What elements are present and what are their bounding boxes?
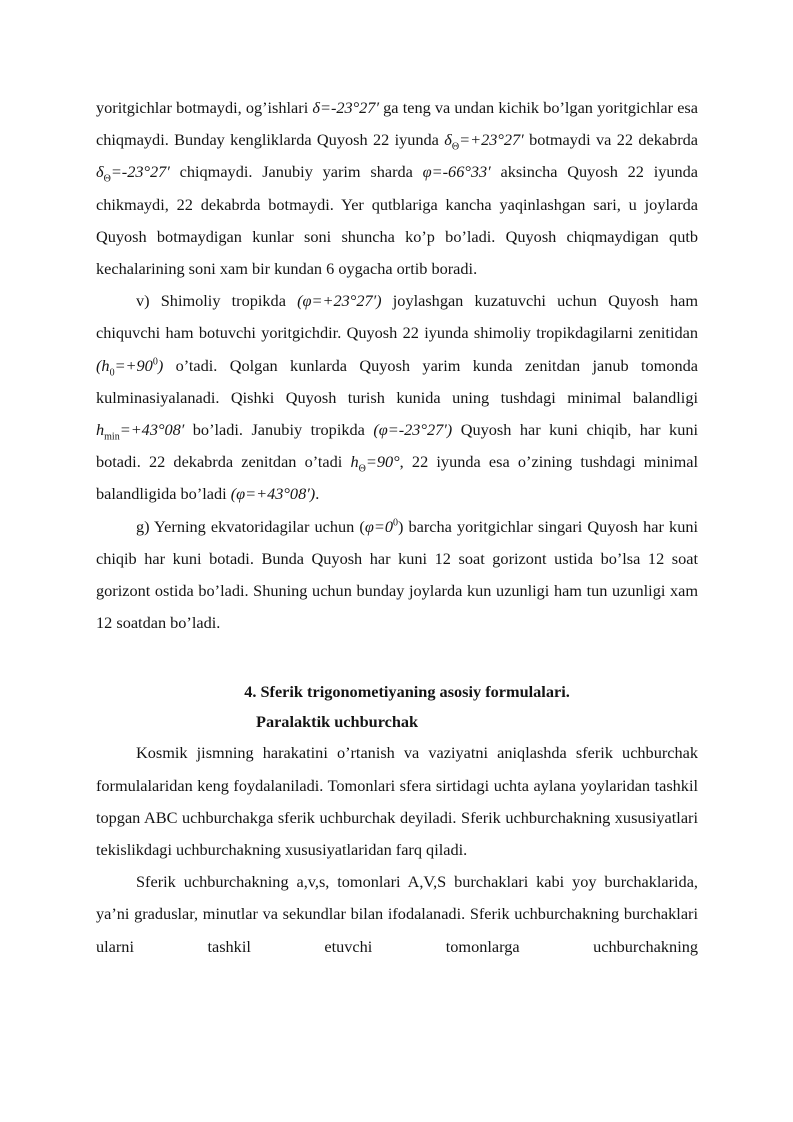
paragraph-polar-latitudes (96, 92, 698, 285)
paragraph-spherical-triangle-angles: Sferik uchburchakning a,v,s, tomonlari A,V,S burchaklari kabi yoy burchaklarida, ya’ni graduslar, minutlar va sekundlar bilan ifodalanadi. Sferik uchburchakning burchaklari ularni tashkil etuvchi tomonlarga uchburchakning (96, 872, 698, 956)
text-run: =-23°27′ (110, 162, 170, 182)
text-run: chiqmaydi. Janubiy yarim sharda (169, 162, 423, 182)
text-run: Quyosh har kuni chiqib, har kuni botadi. 22 dekabrda zenitdan o’tadi (96, 420, 699, 472)
text-run: =+43°08′ (119, 420, 185, 440)
text-run: Θ (103, 173, 111, 185)
section-subheading: Paralaktik uchburchak (256, 712, 419, 732)
section-heading: 4. Sferik trigonometiyaning asosiy formulalari. (244, 682, 570, 702)
text-run: =90° (365, 452, 400, 472)
text-run: aksincha Quyosh 22 iyunda chikmaydi, 22 dekabrda botmaydi. Yer qutblariga kancha yaqinlashgan sari, u joylarda Quyosh botmaydigan kunlar soni shuncha ko’p bo’ladi. Quyosh chiqmaydigan qutb kechalarining soni xam bir kundan 6 oygacha ortib boradi. (96, 162, 699, 279)
text-run: v) Shimoliy tropikda (136, 291, 298, 311)
text-run: (φ=+43°08′) (230, 484, 316, 504)
text-run: =+23°27′ (459, 130, 524, 150)
text-run: ) (157, 355, 164, 375)
text-run: 0 (109, 366, 115, 378)
text-run: φ=-66°33′ (422, 162, 491, 182)
text-run: 0 (392, 517, 398, 529)
text-run: 0 (152, 356, 158, 368)
text-run: Θ (451, 141, 460, 153)
text-run: φ=0 (364, 516, 393, 536)
text-run: g) Yerning ekvatoridagilar uchun ( (136, 516, 365, 536)
text-run: min (104, 431, 120, 443)
text-run: . (315, 484, 320, 504)
text-run: (φ=-23°27′) (373, 420, 453, 440)
text-run: δ (444, 130, 452, 150)
paragraph-tropic-of-cancer (96, 285, 698, 510)
text-run: (h (96, 355, 110, 375)
text-run: , 22 iyunda esa o’zining tushdagi minimal balandligida bo’ladi (96, 452, 698, 504)
text-run: o’tadi. Qolgan kunlarda Quyosh yarim kunda zenitdan janub tomonda kulminasiyalanadi. Qishki Quyosh turish kunida uning tushdagi minimal balandligi (96, 355, 698, 407)
text-run: bo’ladi. Janubiy tropikda (184, 420, 374, 440)
text-run: ga teng va undan kichik bo’lgan yoritgichlar esa chiqmaydi. Bunday kengliklarda Quyosh 22 iyunda (96, 98, 698, 150)
text-run: joylashgan kuzatuvchi uchun Quyosh ham chiquvchi ham botuvchi yoritgichdir. Quyosh 22 iyunda shimoliy tropikdagilarni zenitidan (96, 291, 699, 343)
paragraph-spherical-triangle-intro: Kosmik jismning harakatini o’rtanish va vaziyatni aniqlashda sferik uchburchak formulalaridan keng foydalaniladi. Tomonlari sfera sirtidagi uchta aylana yoylaridan tashkil topgan ABC uchburchakga sferik uchburchak deyiladi. Sferik uchburchakning xususiyatlari tekislikdagi uchburchakning xususiyatlaridan farq qiladi. (96, 743, 698, 860)
text-run: h (96, 420, 105, 440)
text-run: Θ (358, 463, 366, 475)
text-run: δ (96, 162, 104, 182)
text-run: δ=-23°27′ (312, 98, 380, 117)
text-run: botmaydi va 22 dekabrda (523, 130, 699, 150)
paragraph-equator (96, 511, 698, 640)
text-run: yoritgichlar botmaydi, og’ishlari (96, 98, 313, 117)
document-page (96, 92, 698, 963)
text-run: =+90 (114, 355, 153, 375)
text-run: h (350, 452, 359, 472)
text-run: (φ=+23°27′) (297, 291, 382, 311)
text-run: ) barcha yoritgichlar singari Quyosh har kuni chiqib har kuni botadi. Bunda Quyosh har kuni 12 soat gorizont ustida bo’lsa 12 soat gorizont ostida bo’ladi. Shuning uchun bunday joylarda kun uzunligi ham tun uzunligi xam 12 soatdan bo’ladi. (96, 516, 699, 633)
